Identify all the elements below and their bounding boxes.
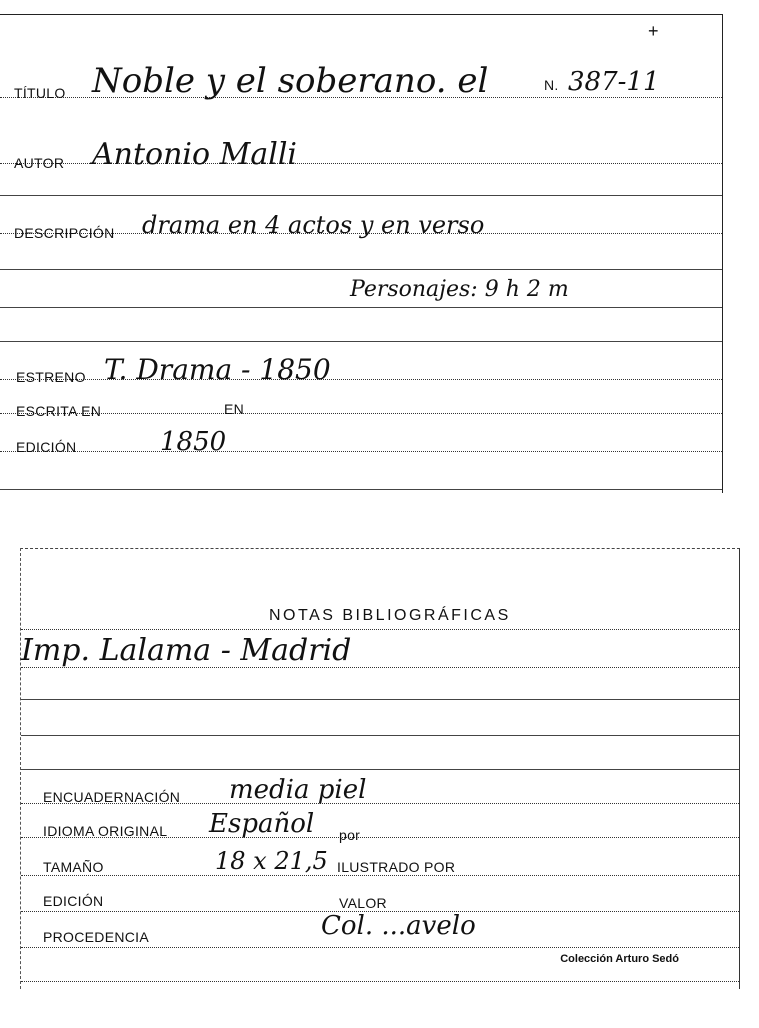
edicion-label-bottom: EDICIÓN — [43, 893, 104, 909]
ilustrado-por-label: ILUSTRADO POR — [337, 859, 456, 875]
en-label: EN — [224, 401, 245, 417]
por-label: por — [339, 827, 361, 843]
corner-mark: + — [648, 21, 659, 41]
encuadernacion-value: media piel — [229, 775, 367, 805]
idioma-original-value: Español — [209, 809, 315, 839]
catalog-card-bottom — [20, 548, 740, 989]
tamano-label: TAMAÑO — [43, 859, 104, 875]
escrita-en-label: ESCRITA EN — [16, 403, 102, 419]
descripcion-label: DESCRIPCIÓN — [14, 225, 115, 241]
edicion-label: EDICIÓN — [16, 439, 77, 455]
estreno-value: T. Drama - 1850 — [104, 353, 331, 386]
autor-value: Antonio Malli — [92, 137, 298, 172]
autor-label: AUTOR — [14, 155, 65, 171]
idioma-original-label: IDIOMA ORIGINAL — [43, 823, 168, 839]
numero-label: N. — [544, 77, 559, 93]
edicion-value: 1850 — [160, 427, 227, 457]
notas-heading: NOTAS BIBLIOGRÁFICAS — [269, 607, 511, 624]
titulo-label: TÍTULO — [14, 85, 66, 101]
encuadernacion-label: ENCUADERNACIÓN — [43, 789, 181, 805]
titulo-value: Noble y el soberano. el — [92, 61, 489, 101]
catalog-card-top — [0, 14, 723, 493]
procedencia-label: PROCEDENCIA — [43, 929, 149, 945]
estreno-label: ESTRENO — [16, 369, 86, 385]
personajes-value: Personajes: 9 h 2 m — [350, 277, 569, 302]
valor-label: VALOR — [339, 895, 387, 911]
numero-value: 387-11 — [568, 67, 660, 97]
notas-value: Imp. Lalama - Madrid — [21, 633, 352, 668]
collection-footer: Colección Arturo Sedó — [560, 953, 679, 965]
tamano-value: 18 x 21,5 — [215, 847, 328, 875]
procedencia-value: Col. ...avelo — [321, 911, 476, 941]
descripcion-value: drama en 4 actos y en verso — [142, 211, 485, 239]
